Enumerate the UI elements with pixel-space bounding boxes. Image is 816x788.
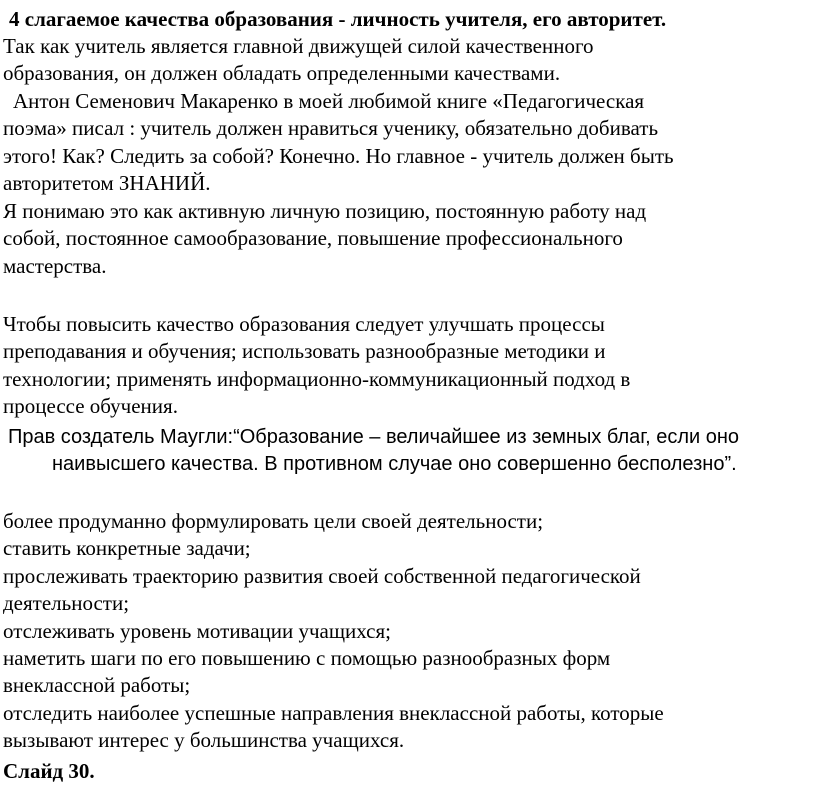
text-line: Антон Семенович Макаренко в моей любимой книге «Педагогическая (13, 89, 645, 113)
quote-block (8, 424, 816, 479)
text-line: преподавания и обучения; использовать разнообразные методики и (3, 339, 606, 364)
list-item: вызывают интерес у большинства учащихся. (3, 728, 405, 753)
list-item: более продуманно формулировать цели своей деятельности; (3, 509, 544, 533)
list-item: отслеживать уровень мотивации учащихся; (3, 618, 391, 643)
list-item: деятельности; (3, 591, 130, 616)
paragraph-makarenko (3, 88, 816, 198)
paragraph-understanding (3, 198, 816, 280)
quote-line: наивысшего качества. В противном случае оно совершенно бесполезно”. (52, 453, 737, 476)
paragraph-teacher-role (3, 33, 816, 88)
text-line: образования, он должен обладать определенными качествами. (3, 61, 561, 86)
text-line: мастерства. (3, 253, 107, 278)
list-item: отследить наиболее успешные направления внеклассной работы, которые (3, 700, 664, 725)
section-heading: 4 слагаемое качества образования - личность учителя, его авторитет. (9, 7, 667, 31)
text-line: технологии; применять информационно-коммуникационный подход в (3, 366, 631, 391)
text-line: Так как учитель является главной движущей силой качественного (3, 34, 594, 58)
list-item: ставить конкретные задачи; (3, 536, 251, 561)
text-line: поэма» писал : учитель должен нравиться ученику, обязательно добивать (3, 116, 659, 141)
slide-label: Слайд 30. (3, 759, 95, 783)
text-line: процессе обучения. (3, 394, 178, 419)
quote-line: Прав создатель Маугли:“Образование – величайшее из земных благ, если оно (8, 426, 740, 448)
goals-list (3, 508, 816, 755)
text-line: Я понимаю это как активную личную позицию, постоянную работу над (3, 199, 647, 223)
text-line: собой, постоянное самообразование, повышение профессионального (3, 226, 623, 251)
text-line: авторитетом ЗНАНИЙ. (3, 171, 211, 196)
text-line: этого! Как? Следить за собой? Конечно. Но главное - учитель должен быть (3, 143, 674, 168)
list-item: внеклассной работы; (3, 673, 191, 698)
list-item: наметить шаги по его повышению с помощью разнообразных форм (3, 646, 611, 671)
paragraph-quality-improvement (3, 311, 816, 421)
text-line: Чтобы повысить качество образования следует улучшать процессы (3, 312, 605, 336)
list-item: прослеживать траекторию развития своей собственной педагогической (3, 563, 641, 588)
